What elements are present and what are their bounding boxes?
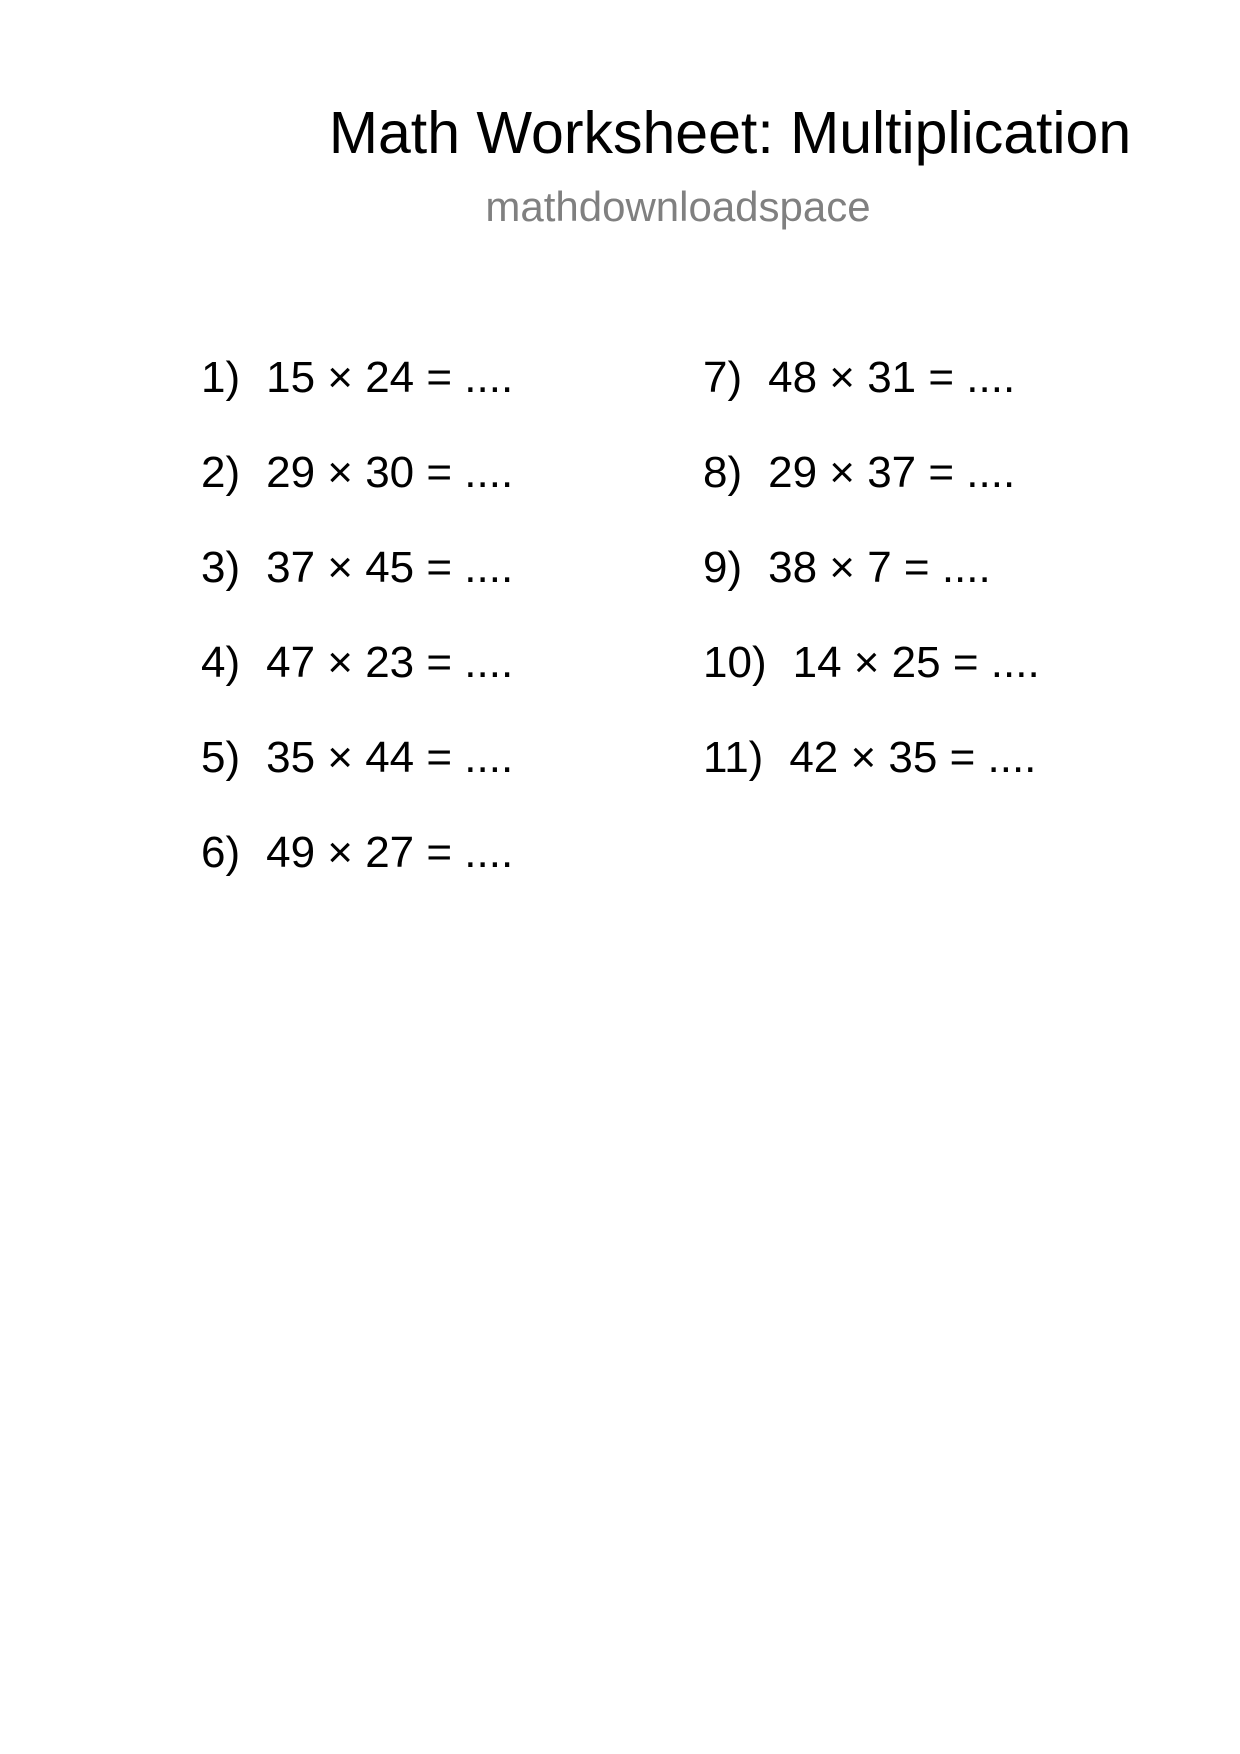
page-title: Math Worksheet: Multiplication [328, 100, 1132, 166]
problem-item [201, 637, 513, 732]
problem-expression: 48 × 31 = .... [768, 353, 1016, 402]
problem-number: 7) [703, 353, 743, 402]
problem-expression: 29 × 30 = .... [266, 448, 514, 497]
problem-expression: 38 × 7 = .... [768, 543, 991, 592]
problem-item [201, 542, 513, 637]
problem-item [703, 637, 1040, 732]
problem-number: 1) [201, 353, 241, 402]
problem-expression: 29 × 37 = .... [768, 448, 1016, 497]
problem-item [703, 447, 1040, 542]
problem-item [703, 732, 1040, 827]
problem-column-left [201, 352, 513, 922]
problem-number: 3) [201, 543, 241, 592]
problem-expression: 37 × 45 = .... [266, 543, 514, 592]
problem-number: 2) [201, 448, 241, 497]
problem-number: 5) [201, 733, 241, 782]
problem-item [201, 447, 513, 542]
problem-expression: 47 × 23 = .... [266, 638, 514, 687]
problem-number: 9) [703, 543, 743, 592]
problem-expression: 42 × 35 = .... [789, 733, 1037, 782]
problem-item [703, 352, 1040, 447]
problem-expression: 15 × 24 = .... [266, 353, 514, 402]
problem-item [201, 352, 513, 447]
problem-expression: 49 × 27 = .... [266, 828, 514, 877]
problem-number: 6) [201, 828, 241, 877]
problem-number: 10) [703, 638, 767, 687]
problem-item [201, 827, 513, 922]
problem-number: 4) [201, 638, 241, 687]
problem-number: 8) [703, 448, 743, 497]
problem-expression: 14 × 25 = .... [792, 638, 1040, 687]
problem-number: 11) [703, 733, 764, 782]
page-subtitle: mathdownloadspace [485, 183, 871, 230]
problem-item [703, 542, 1040, 637]
problem-column-right [703, 352, 1040, 827]
problem-expression: 35 × 44 = .... [266, 733, 514, 782]
problem-item [201, 732, 513, 827]
